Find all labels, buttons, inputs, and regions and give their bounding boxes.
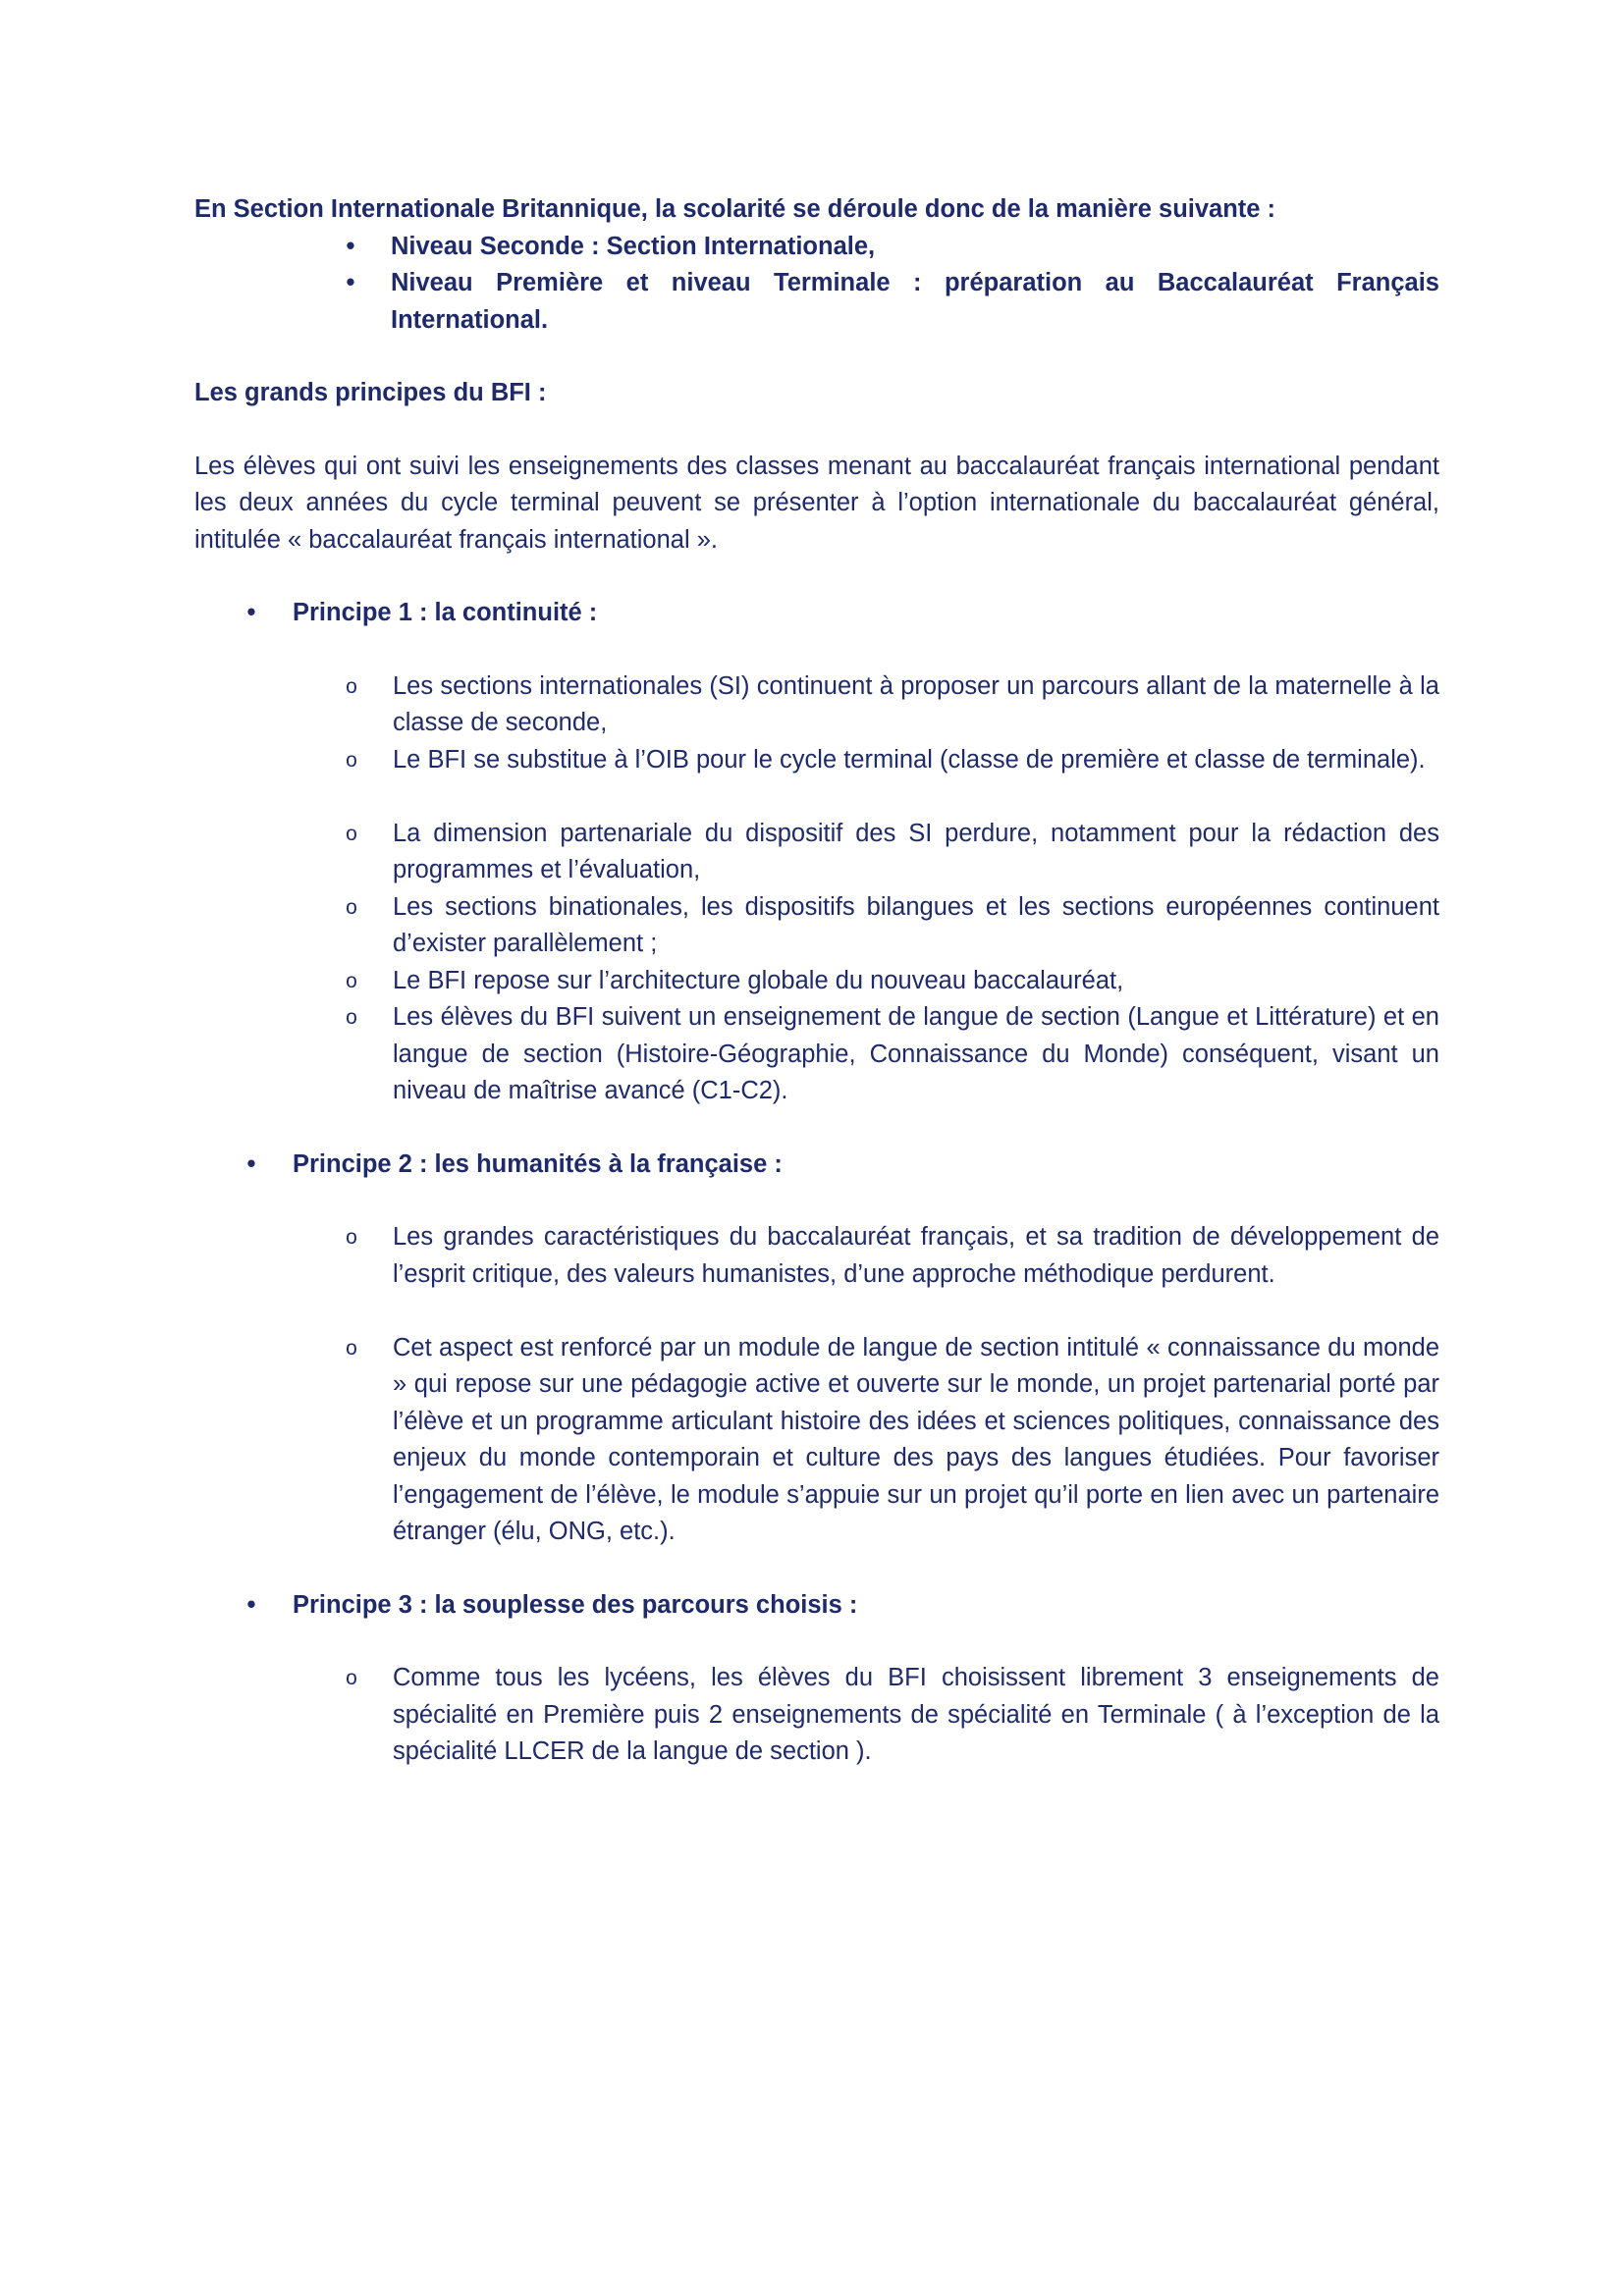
principle-2-title [194, 1147, 1439, 1184]
list-item-text: Les grandes caractéristiques du baccalauréat français, et sa tradition de développement de l’esprit critique, des valeurs humanistes, d’une approche méthodique perdurent. [393, 1223, 1439, 1288]
principle-2-list [194, 1219, 1439, 1551]
circle-bullet-icon: o [346, 969, 357, 992]
bullet-icon: • [346, 269, 355, 296]
list-item-text: Cet aspect est renforcé par un module de langue de section intitulé « connaissance du monde » qui repose sur une pédagogie active et ouverte sur le monde, un projet partenarial porté par l’élève et un programme articulant histoire des idées et sciences politiques, connaissance des enjeux du monde contemporain et culture des pays des langues étudiées. Pour favoriser l’engagement de l’élève, le module s’appuie sur un projet qu’il porte en lien avec un partenaire étranger (élu, ONG, etc.). [393, 1333, 1439, 1545]
list-item [194, 229, 1439, 266]
list-item-text: Comme tous les lycéens, les élèves du BFI choisissent librement 3 enseignements de spécialité en Première puis 2 enseignements de spécialité en Terminale ( à l’exception de la spécialité LLCER de la langue de section ). [393, 1664, 1439, 1765]
principle-3-title-text: Principe 3 : la souplesse des parcours choisis : [293, 1590, 858, 1619]
list-item [194, 963, 1439, 1000]
list-item [194, 816, 1439, 889]
circle-bullet-icon: o [346, 674, 357, 698]
circle-bullet-icon: o [346, 895, 357, 919]
principles-heading: Les grands principes du BFI : [194, 379, 547, 406]
bullet-icon: • [246, 1590, 256, 1619]
list-item [194, 1330, 1439, 1551]
list-item-text: Les sections internationales (SI) continuent à proposer un parcours allant de la maternelle à la classe de seconde, [393, 671, 1439, 736]
circle-bullet-icon: o [346, 748, 357, 772]
circle-bullet-icon: o [346, 822, 357, 845]
document-page [194, 191, 1439, 1771]
bullet-icon: • [246, 1149, 256, 1178]
principle-3-title [194, 1587, 1439, 1625]
list-item [194, 265, 1439, 339]
bullet-icon: • [246, 599, 256, 626]
list-item [194, 1660, 1439, 1771]
circle-bullet-icon: o [346, 1006, 357, 1029]
list-item-text: Niveau Première et niveau Terminale : préparation au Baccalauréat Français International. [391, 269, 1439, 334]
list-item [194, 742, 1439, 779]
principle-1-title [194, 595, 1439, 632]
list-item-text: Niveau Seconde : Section Internationale, [391, 232, 876, 260]
bullet-icon: • [346, 232, 355, 260]
intro-paragraph: Les élèves qui ont suivi les enseignements des classes menant au baccalauréat français international pendant les deux années du cycle terminal peuvent se présenter à l’option internationale du baccalauréat général, intitulée « baccalauréat français international ». [194, 452, 1439, 554]
intro-bullet-list [194, 229, 1439, 340]
principle-1-title-text: Principe 1 : la continuité : [293, 599, 598, 626]
list-item-text: Les sections binationales, les dispositifs bilangues et les sections européennes continuent d’exister parallèlement ; [393, 892, 1439, 957]
principle-3-list [194, 1660, 1439, 1771]
circle-bullet-icon: o [346, 1336, 357, 1360]
list-item [194, 889, 1439, 963]
circle-bullet-icon: o [346, 1226, 357, 1249]
list-item [194, 1219, 1439, 1293]
list-item [194, 999, 1439, 1110]
principle-2-title-text: Principe 2 : les humanités à la française : [293, 1149, 783, 1178]
list-item-text: Le BFI se substitue à l’OIB pour le cycle terminal (classe de première et classe de terminale). [393, 745, 1426, 774]
list-item-text: La dimension partenariale du dispositif des SI perdure, notamment pour la rédaction des programmes et l’évaluation, [393, 819, 1439, 883]
list-item-text: Le BFI repose sur l’architecture globale du nouveau baccalauréat, [393, 966, 1124, 994]
list-item [194, 668, 1439, 742]
circle-bullet-icon: o [346, 1667, 357, 1689]
principle-1-list [194, 668, 1439, 1110]
list-item-text: Les élèves du BFI suivent un enseignement de langue de section (Langue et Littérature) et en langue de section (Histoire-Géographie, Connaissance du Monde) conséquent, visant un niveau de maîtrise avancé (C1-C2). [393, 1003, 1439, 1104]
intro-heading: En Section Internationale Britannique, la scolarité se déroule donc de la manière suivante : [194, 195, 1276, 223]
